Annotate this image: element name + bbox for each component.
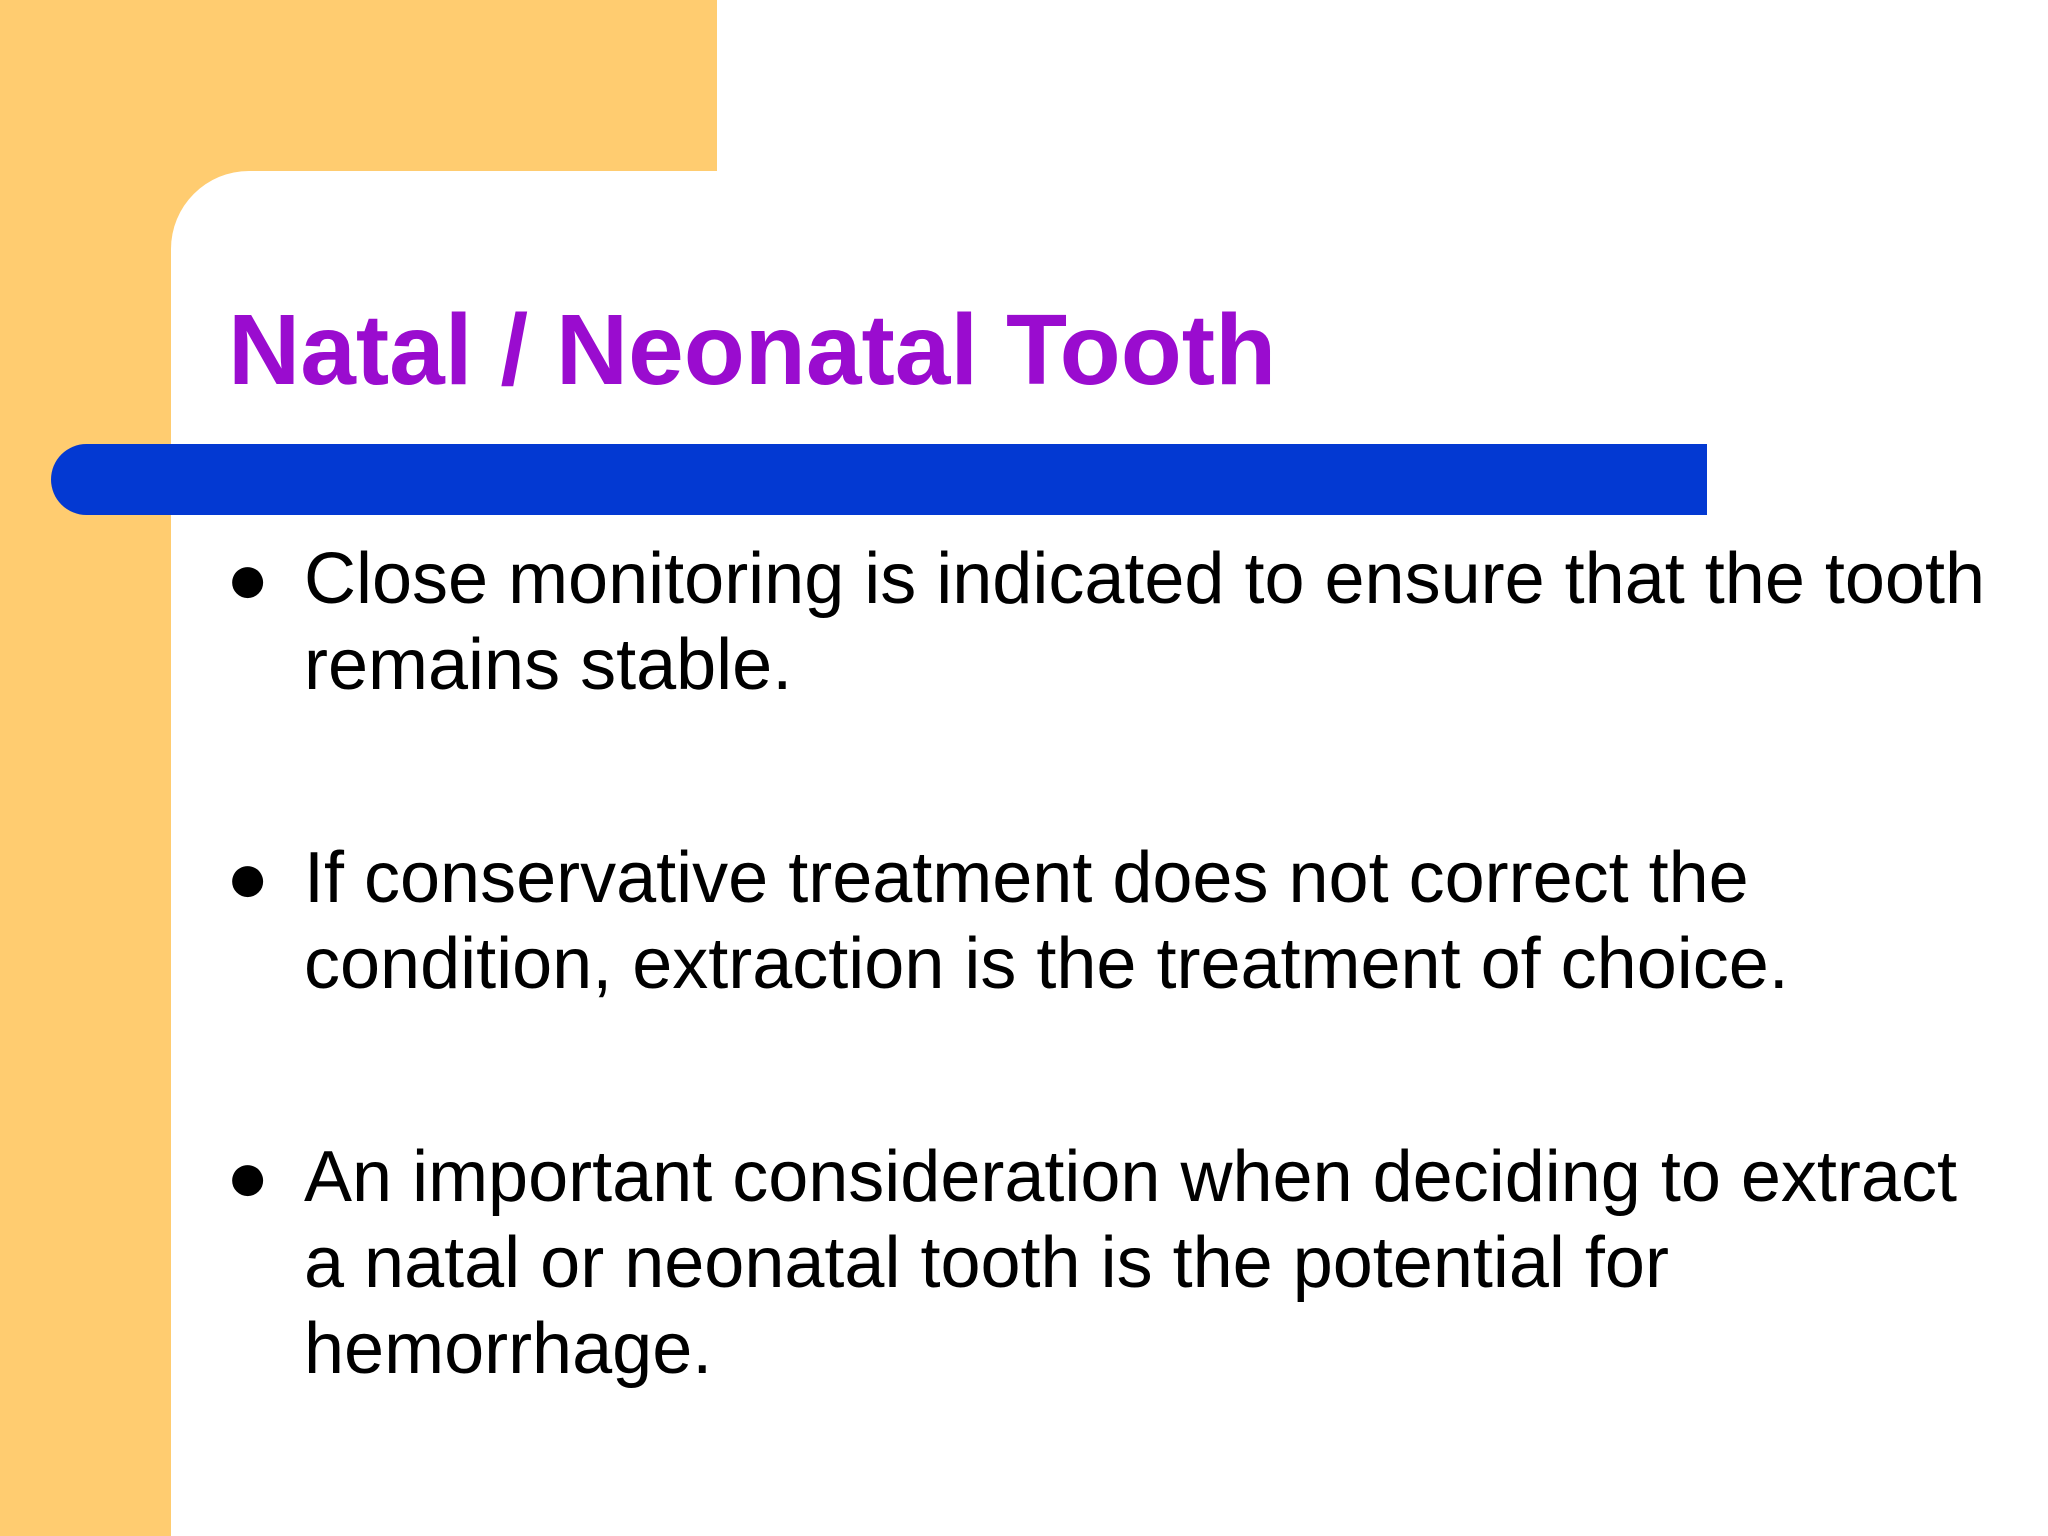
bullet-text: Close monitoring is indicated to ensure that the tooth remains stable.: [304, 539, 1985, 705]
slide-title: Natal / Neonatal Tooth: [228, 294, 1277, 406]
title-underline-bar: [51, 444, 1707, 515]
bullet-dot-icon: ●: [226, 1137, 270, 1217]
bullet-text: An important consideration when deciding to extract a natal or neonatal tooth is the potential for hemorrhage.: [304, 1137, 1957, 1389]
bullet-list: [226, 536, 2006, 1392]
bullet-item-close-monitoring: [226, 536, 2006, 708]
top-white-background: [717, 0, 2048, 171]
bullet-dot-icon: ●: [226, 539, 270, 619]
bullet-text: If conservative treatment does not correct the condition, extraction is the treatment of choice.: [304, 838, 1789, 1004]
bullet-item-extraction: [226, 835, 2006, 1007]
bullet-dot-icon: ●: [226, 838, 270, 918]
bullet-item-hemorrhage: [226, 1134, 2006, 1392]
